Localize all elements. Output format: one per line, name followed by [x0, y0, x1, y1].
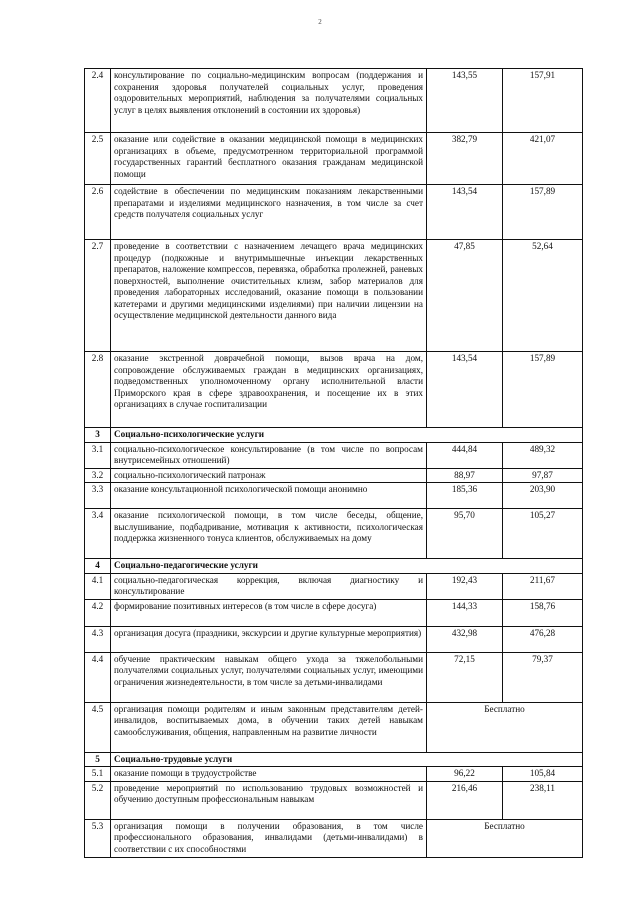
item-description: социально-психологический патронаж [111, 468, 427, 483]
table-row [85, 509, 583, 559]
table-row [85, 626, 583, 652]
item-description: содействие в обеспечении по медицинским показаниям лекарственными препаратами и изделиями медицинского назначения, в том числе за счет средств получателя социальных услуг [111, 185, 427, 240]
item-number: 4.4 [85, 652, 111, 702]
item-number: 4.1 [85, 573, 111, 599]
table-row [85, 483, 583, 509]
item-description: проведение мероприятий по использованию трудовых возможностей и обучению доступным профессиональным навыкам [111, 781, 427, 819]
price-cell: 143,54 [427, 185, 503, 240]
item-number: 3.1 [85, 442, 111, 468]
item-description: социально-психологическое консультирование (в том числе по вопросам внутрисемейных отношений) [111, 442, 427, 468]
item-description: оказание или содействие в оказании медицинской помощи в медицинских организациях в объеме, предусмотренном территориальной программой государственных гарантий бесплатного оказания гражданам медицинской помощи [111, 133, 427, 185]
price-with-vat-cell: 157,89 [503, 185, 583, 240]
price-with-vat-cell: 97,87 [503, 468, 583, 483]
item-number: 2.7 [85, 240, 111, 352]
item-number: 5.3 [85, 819, 111, 857]
price-with-vat-cell: 105,84 [503, 767, 583, 782]
page-number: 2 [318, 18, 322, 26]
services-tariff-table [84, 68, 583, 858]
price-cell: 88,97 [427, 468, 503, 483]
price-with-vat-cell: 158,76 [503, 599, 583, 626]
item-number: 3.4 [85, 509, 111, 559]
item-description: социально-педагогическая коррекция, включая диагностику и консультирование [111, 573, 427, 599]
price-with-vat-cell: 52,64 [503, 240, 583, 352]
item-number: 2.8 [85, 352, 111, 428]
price-with-vat-cell: 476,28 [503, 626, 583, 652]
item-number: 2.4 [85, 69, 111, 133]
section-title: Социально-педагогические услуги [111, 559, 583, 574]
price-cell: 185,36 [427, 483, 503, 509]
table-row [85, 352, 583, 428]
item-description: организация помощи родителям и иным законным представителям детей-инвалидов, воспитываемых дома, в обучении таких детей навыкам самообслуживания, общения, направленным на развитие личности [111, 702, 427, 752]
price-cell: 72,15 [427, 652, 503, 702]
item-description: оказание помощи в трудоустройстве [111, 767, 427, 782]
price-with-vat-cell: 211,67 [503, 573, 583, 599]
price-with-vat-cell: 203,90 [503, 483, 583, 509]
section-row [85, 428, 583, 443]
item-description: обучение практическим навыкам общего ухода за тяжелобольными получателями социальных услуг, получателями социальных услуг, имеющими ограничения жизнедеятельности, в том числе за детьми-инвалидами [111, 652, 427, 702]
price-with-vat-cell: 421,07 [503, 133, 583, 185]
item-number: 4.5 [85, 702, 111, 752]
table-row [85, 573, 583, 599]
price-with-vat-cell: 489,32 [503, 442, 583, 468]
item-description: проведение в соответствии с назначением лечащего врача медицинских процедур (подкожные и внутримышечные инъекции лекарственных препаратов, наложение компрессов, перевязка, обработка пролежней, раневых поверхностей, выполнение очистительных клизм, забор материалов для проведения лабораторных исследований, оказание помощи в пользовании катетерами и другими медицинскими изделиями) при наличии лицензии на осуществление медицинской деятельности данного вида [111, 240, 427, 352]
section-number: 4 [85, 559, 111, 574]
table-row [85, 468, 583, 483]
item-number: 5.1 [85, 767, 111, 782]
table-row [85, 819, 583, 857]
price-with-vat-cell: 157,91 [503, 69, 583, 133]
item-number: 2.5 [85, 133, 111, 185]
item-description: консультирование по социально-медицинским вопросам (поддержания и сохранения здоровья получателей социальных услуг, проведения оздоровительных мероприятий, наблюдения за получателями социальных услуг в целях выявления отклонений в состоянии их здоровья) [111, 69, 427, 133]
price-cell: 192,43 [427, 573, 503, 599]
section-number: 3 [85, 428, 111, 443]
section-number: 5 [85, 752, 111, 767]
item-number: 4.3 [85, 626, 111, 652]
table-row [85, 442, 583, 468]
item-description: организация досуга (праздники, экскурсии и другие культурные мероприятия) [111, 626, 427, 652]
table-row [85, 781, 583, 819]
free-of-charge-label: Бесплатно [427, 819, 583, 857]
item-description: оказание экстренной доврачебной помощи, вызов врача на дом, сопровождение обслуживаемых граждан в медицинских организациях, подведомственных уполномоченному органу исполнительной власти Приморского края в сфере здравоохранения, и посещение их в этих организациях в случае госпитализации [111, 352, 427, 428]
table-row [85, 767, 583, 782]
price-cell: 444,84 [427, 442, 503, 468]
free-of-charge-label: Бесплатно [427, 702, 583, 752]
price-with-vat-cell: 238,11 [503, 781, 583, 819]
price-cell: 143,54 [427, 352, 503, 428]
item-description: формирование позитивных интересов (в том числе в сфере досуга) [111, 599, 427, 626]
item-description: оказание консультационной психологической помощи анонимно [111, 483, 427, 509]
price-with-vat-cell: 157,89 [503, 352, 583, 428]
table-row [85, 133, 583, 185]
table-body [85, 69, 583, 858]
section-row [85, 559, 583, 574]
price-cell: 144,33 [427, 599, 503, 626]
price-cell: 432,98 [427, 626, 503, 652]
table-row [85, 185, 583, 240]
price-with-vat-cell: 105,27 [503, 509, 583, 559]
item-number: 4.2 [85, 599, 111, 626]
section-row [85, 752, 583, 767]
table-row [85, 240, 583, 352]
item-number: 2.6 [85, 185, 111, 240]
price-cell: 382,79 [427, 133, 503, 185]
table-row [85, 652, 583, 702]
section-title: Социально-трудовые услуги [111, 752, 583, 767]
table-row [85, 69, 583, 133]
item-description: оказание психологической помощи, в том числе беседы, общение, выслушивание, подбадривание, мотивация к активности, психологическая поддержка жизненного тонуса клиентов, обслуживаемых на дому [111, 509, 427, 559]
price-cell: 95,70 [427, 509, 503, 559]
table-row [85, 702, 583, 752]
table-row [85, 599, 583, 626]
price-cell: 143,55 [427, 69, 503, 133]
item-number: 5.2 [85, 781, 111, 819]
price-with-vat-cell: 79,37 [503, 652, 583, 702]
price-cell: 96,22 [427, 767, 503, 782]
item-number: 3.3 [85, 483, 111, 509]
item-number: 3.2 [85, 468, 111, 483]
item-description: организация помощи в получении образования, в том числе профессионального образования, инвалидами (детьми-инвалидами) в соответствии с их способностями [111, 819, 427, 857]
price-cell: 47,85 [427, 240, 503, 352]
price-cell: 216,46 [427, 781, 503, 819]
section-title: Социально-психологические услуги [111, 428, 583, 443]
